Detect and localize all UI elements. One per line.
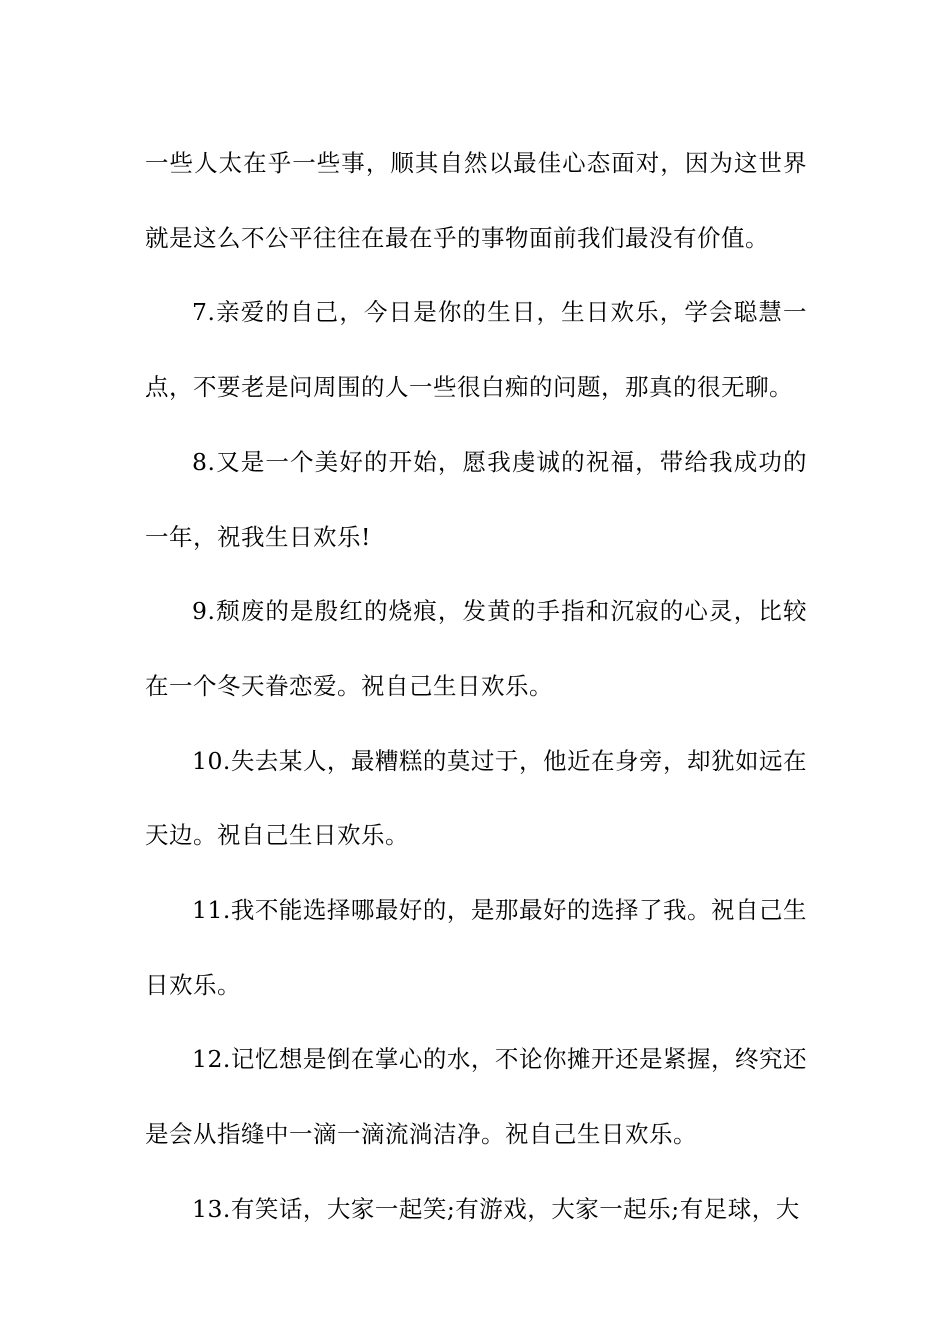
document-body: [145, 126, 807, 1247]
paragraph-item-12: 12.记忆想是倒在掌心的水，不论你摊开还是紧握，终究还是会从指缝中一滴一滴流淌洁净。祝自己生日欢乐。: [145, 1045, 807, 1149]
paragraph-continuation: 一些人太在乎一些事，顺其自然以最佳心态面对，因为这世界就是这么不公平往往在最在乎的事物面前我们最没有价值。: [145, 149, 807, 252]
paragraph-item-9: 9.颓废的是殷红的烧痕，发黄的手指和沉寂的心灵，比较在一个冬天眷恋爱。祝自己生日欢乐。: [145, 597, 807, 700]
paragraph-item-11: 11.我不能选择哪最好的，是那最好的选择了我。祝自己生日欢乐。: [145, 896, 807, 999]
paragraph-item-7: 7.亲爱的自己，今日是你的生日，生日欢乐，学会聪慧一点，不要老是问周围的人一些很白痴的问题，那真的很无聊。: [145, 298, 807, 402]
paragraph-item-13: 13.有笑话，大家一起笑;有游戏，大家一起乐;有足球，大: [192, 1194, 800, 1223]
paragraph-item-8: 8.又是一个美好的开始，愿我虔诚的祝福，带给我成功的一年，祝我生日欢乐!: [145, 447, 807, 551]
paragraph-item-10: 10.失去某人，最糟糕的莫过于，他近在身旁，却犹如远在天边。祝自己生日欢乐。: [145, 746, 807, 850]
